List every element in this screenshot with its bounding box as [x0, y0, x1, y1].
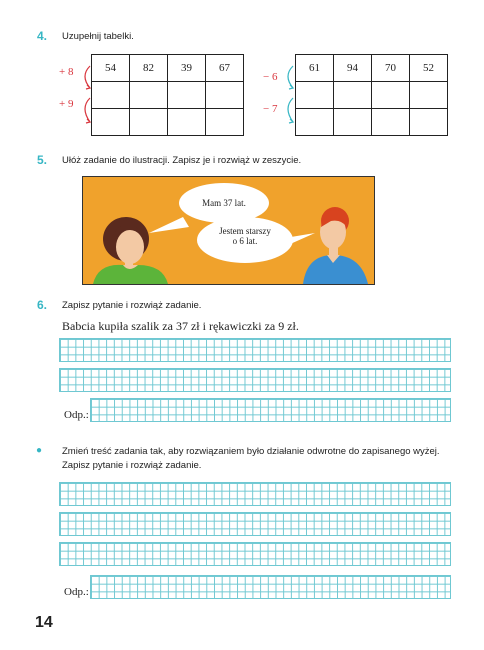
page-number: 14: [35, 614, 53, 631]
cell-empty[interactable]: [372, 109, 410, 136]
answer-grid[interactable]: [59, 512, 451, 536]
speech-bubble-man: [197, 217, 293, 263]
cell-empty[interactable]: [206, 109, 244, 136]
table-right: [295, 54, 448, 136]
op-plus-9: + 9: [59, 98, 74, 110]
cell-empty[interactable]: [410, 109, 448, 136]
cell-value: 54: [92, 55, 130, 82]
bubble-text-age: Mam 37 lat.: [202, 198, 246, 208]
cell-value: 61: [296, 55, 334, 82]
cell-empty[interactable]: [168, 109, 206, 136]
cell-empty[interactable]: [168, 82, 206, 109]
bullet-icon: ●: [36, 445, 43, 456]
cell-empty[interactable]: [296, 82, 334, 109]
illustration: [82, 176, 375, 285]
task-6-instruction: Zapisz pytanie i rozwiąż zadanie.: [62, 300, 202, 311]
answer-grid-odp[interactable]: [90, 398, 451, 422]
table-left: [91, 54, 244, 136]
answer-label: Odp.:: [64, 409, 89, 421]
task-6-number: 6.: [37, 298, 48, 312]
cell-value: 52: [410, 55, 448, 82]
cell-empty[interactable]: [334, 82, 372, 109]
answer-grid[interactable]: [59, 542, 451, 566]
cell-value: 39: [168, 55, 206, 82]
task-4-number: 4.: [37, 29, 48, 43]
cell-value: 67: [206, 55, 244, 82]
op-minus-7: − 7: [263, 103, 278, 115]
cell-empty[interactable]: [92, 82, 130, 109]
cell-value: 82: [130, 55, 168, 82]
cell-value: 70: [372, 55, 410, 82]
cell-value: 94: [334, 55, 372, 82]
cell-empty[interactable]: [130, 82, 168, 109]
cell-empty[interactable]: [372, 82, 410, 109]
answer-grid[interactable]: [59, 482, 451, 506]
answer-grid-odp[interactable]: [90, 575, 451, 599]
bubble-text-line1: Jestem starszy: [219, 226, 271, 236]
bubble-text-line2: o 6 lat.: [232, 236, 258, 246]
cell-empty[interactable]: [130, 109, 168, 136]
cell-empty[interactable]: [92, 109, 130, 136]
op-minus-6: − 6: [263, 71, 278, 83]
task-6-problem: Babcia kupiła szalik za 37 zł i rękawiczki za 9 zł.: [62, 319, 299, 333]
answer-grid[interactable]: [59, 368, 451, 392]
cell-empty[interactable]: [206, 82, 244, 109]
cell-empty[interactable]: [334, 109, 372, 136]
cell-empty[interactable]: [410, 82, 448, 109]
answer-grid[interactable]: [59, 338, 451, 362]
task-5-number: 5.: [37, 153, 48, 167]
task-4-instruction: Uzupełnij tabelki.: [62, 31, 134, 42]
cell-empty[interactable]: [296, 109, 334, 136]
answer-label: Odp.:: [64, 586, 89, 598]
task-5-instruction: Ułóż zadanie do ilustracji. Zapisz je i rozwiąż w zeszycie.: [62, 155, 302, 166]
op-plus-8: + 8: [59, 66, 74, 78]
task-7-instruction-line1: Zmień treść zadania tak, aby rozwiązaniem było działanie odwrotne do zapisanego wyżej.: [62, 446, 440, 457]
task-7-instruction-line2: Zapisz pytanie i rozwiąż zadanie.: [62, 460, 202, 471]
